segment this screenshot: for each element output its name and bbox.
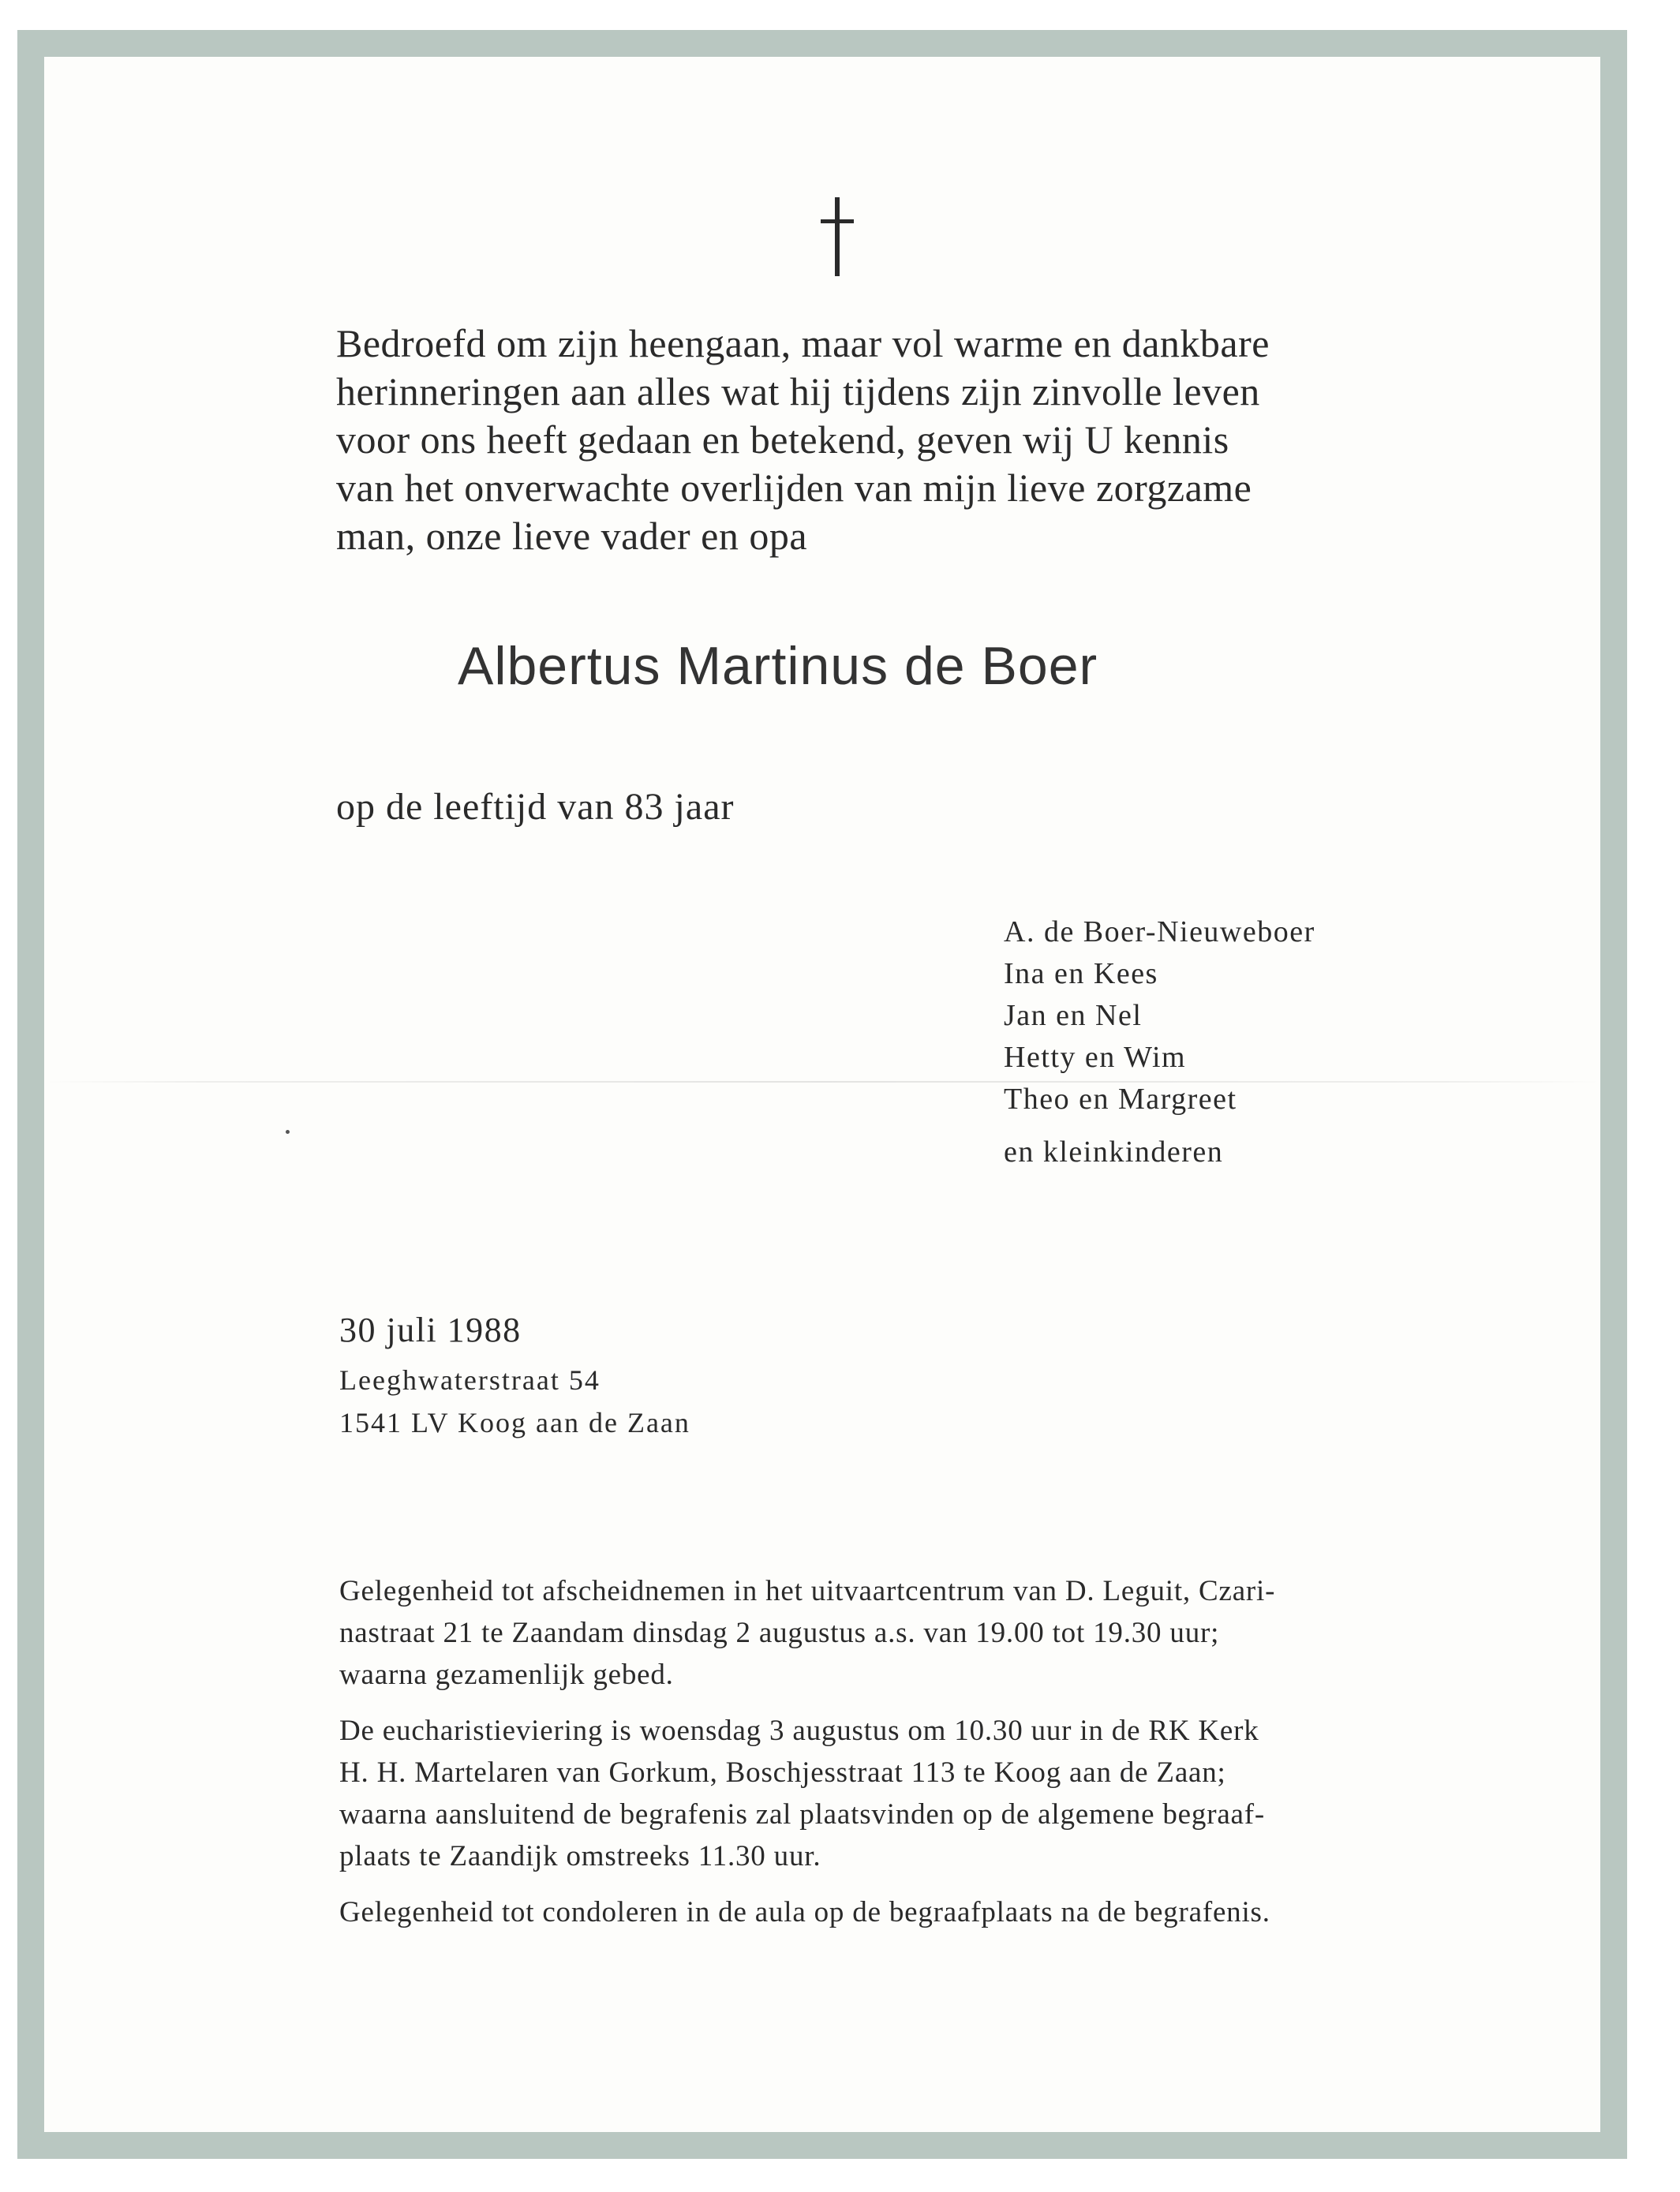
age-line: op de leeftijd van 83 jaar bbox=[336, 786, 735, 828]
family-list bbox=[1004, 911, 1315, 1173]
deceased-name: Albertus Martinus de Boer bbox=[458, 636, 1098, 696]
family-member: Ina en Kees bbox=[1004, 957, 1158, 990]
address-street: Leeghwaterstraat 54 bbox=[339, 1364, 601, 1396]
address-city: 1541 LV Koog aan de Zaan bbox=[339, 1407, 690, 1438]
intro-line: van het onverwachte overlijden van mijn lieve zorgzame bbox=[336, 466, 1252, 510]
paper-speck bbox=[286, 1130, 290, 1134]
details-paragraph-farewell bbox=[339, 1570, 1349, 1696]
intro-text bbox=[336, 320, 1386, 560]
details-paragraph-mass bbox=[339, 1710, 1349, 1877]
details-line: Gelegenheid tot condoleren in de aula op de begraafplaats na de begrafenis. bbox=[339, 1896, 1270, 1928]
details-line: De eucharistieviering is woensdag 3 augustus om 10.30 uur in de RK Kerk bbox=[339, 1715, 1259, 1747]
details-line: nastraat 21 te Zaandam dinsdag 2 augustus a.s. van 19.00 tot 19.30 uur; bbox=[339, 1617, 1220, 1649]
intro-line: man, onze lieve vader en opa bbox=[336, 514, 808, 558]
fold-line bbox=[44, 1081, 1600, 1083]
family-member: Hetty en Wim bbox=[1004, 1041, 1187, 1074]
intro-line: voor ons heeft gedaan en betekend, geven wij U kennis bbox=[336, 417, 1229, 462]
family-grandchildren: en kleinkinderen bbox=[1004, 1135, 1224, 1169]
details-line: H. H. Martelaren van Gorkum, Boschjesstraat 113 te Koog aan de Zaan; bbox=[339, 1756, 1226, 1789]
intro-line: Bedroefd om zijn heengaan, maar vol warme en dankbare bbox=[336, 321, 1270, 365]
cross-icon bbox=[813, 197, 860, 284]
intro-line: herinneringen aan alles wat hij tijdens zijn zinvolle leven bbox=[336, 369, 1260, 413]
address bbox=[339, 1359, 690, 1444]
death-date: 30 juli 1988 bbox=[339, 1311, 522, 1349]
funeral-details bbox=[339, 1570, 1349, 1947]
details-line: waarna gezamenlijk gebed. bbox=[339, 1659, 674, 1691]
family-member: Jan en Nel bbox=[1004, 999, 1143, 1032]
details-line: Gelegenheid tot afscheidnemen in het uitvaartcentrum van D. Leguit, Czari- bbox=[339, 1575, 1276, 1607]
details-line: waarna aansluitend de begrafenis zal plaatsvinden op de algemene begraaf- bbox=[339, 1798, 1266, 1831]
family-member: Theo en Margreet bbox=[1004, 1083, 1237, 1116]
details-paragraph-condolences bbox=[339, 1891, 1349, 1933]
family-member: A. de Boer-Nieuweboer bbox=[1004, 915, 1315, 948]
details-line: plaats te Zaandijk omstreeks 11.30 uur. bbox=[339, 1840, 821, 1872]
